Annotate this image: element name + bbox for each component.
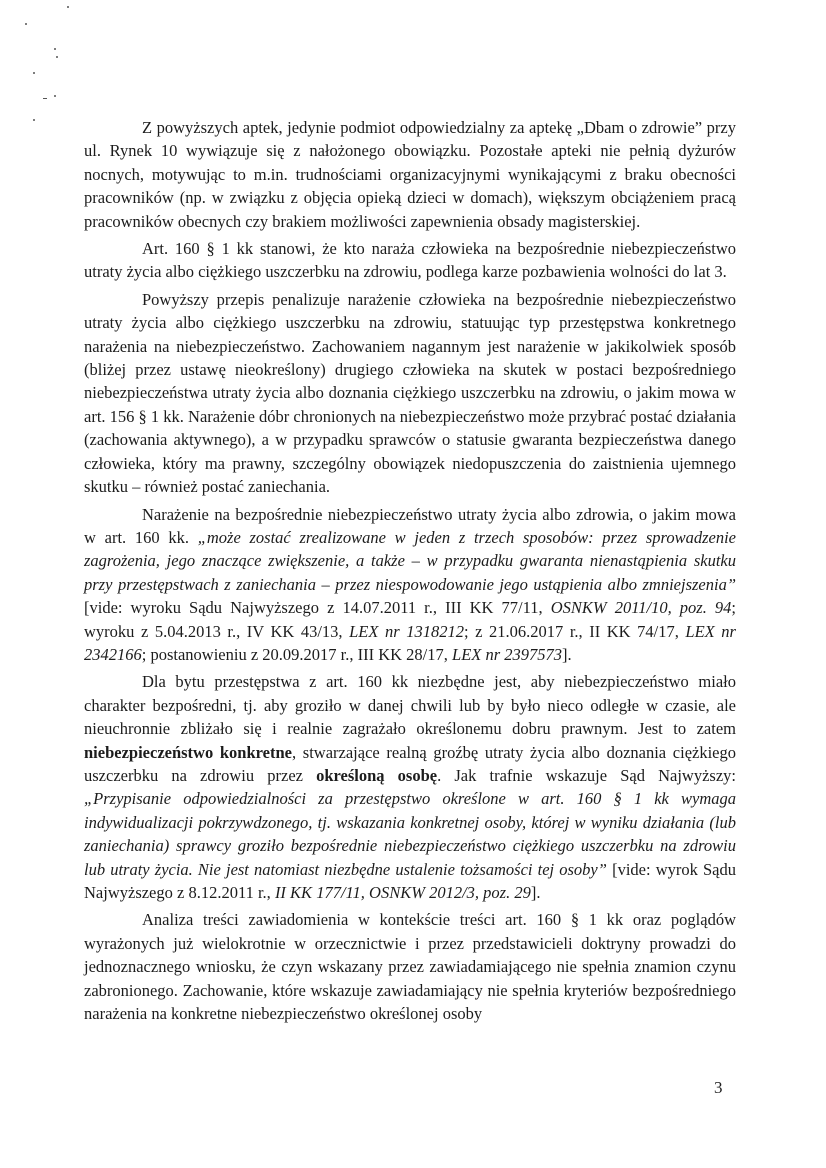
paragraph xyxy=(84,908,736,1025)
text-run: ; wyroku z 5.04.2013 r., IV KK 43/13, xyxy=(84,598,736,641)
scan-speck xyxy=(54,95,56,97)
italic-citation: OSNKW 2011/10, poz. 94 xyxy=(550,598,732,618)
scan-speck xyxy=(25,23,27,25)
scan-speck xyxy=(67,6,69,8)
paragraph xyxy=(84,670,736,904)
text-run: ]. xyxy=(530,883,541,902)
text-run: ]. xyxy=(562,644,572,664)
text-run: , stwarzające realną groźbę utraty życia albo doznania ciężkiego uszczerbku na zdrowiu przez xyxy=(84,742,737,785)
bold-emphasis: określoną osobę xyxy=(316,765,438,785)
scan-speck xyxy=(43,98,47,99)
paragraph xyxy=(84,503,736,667)
italic-citation: LEX nr 2342166 xyxy=(84,621,736,664)
text-run: Powyższy przepis penalizuje narażenie człowieka na bezpośrednie niebezpieczeństwo utraty życia albo ciężkiego uszczerbku na zdrowiu, statuując typ przestępstwa konkretnego narażenia na niebezpieczeństwo. Zachowaniem nagannym jest narażenie w jakikolwiek sposób (bliżej przez ustawę nieokreślony) drugiego człowieka na skutek w postaci bezpośredniego niebezpieczeństwa utraty życia albo doznania ciężkiego uszczerbku na zdrowiu, o jakim mowa w art. 156 § 1 kk. Narażenie dóbr chronionych na niebezpieczeństwo może przybrać postać działania (zachowania aktywnego), a w przypadku sprawców o statusie gwaranta bezpieczeństwa danego człowieka, który ma prawny, szczególny obowiązek niedopuszczenia do zaistnienia ujemnego skutku – również postać zaniechania. xyxy=(84,289,736,497)
scan-speck xyxy=(33,119,35,121)
text-run: Narażenie na bezpośrednie niebezpieczeństwo utraty życia albo zdrowia, o jakim mowa w art. 160 kk. xyxy=(84,504,736,547)
scan-speck xyxy=(54,48,56,50)
text-run: Analiza treści zawiadomienia w kontekście treści art. 160 § 1 kk oraz poglądów wyrażonych już wielokrotnie w orzecznictwie i przez przedstawicieli doktryny prowadzi do jednoznacznego wniosku, że czyn wskazany przez zawiadamiającego nie spełnia znamion czynu zabronionego. Zachowanie, które wskazuje zawiadamiający nie spełnia kryteriów bezpośredniego narażenia na konkretne niebezpieczeństwo określonej osoby xyxy=(84,910,736,1024)
paragraph xyxy=(84,237,736,284)
text-run: ; z 21.06.2017 r., II KK 74/17, xyxy=(464,621,686,641)
italic-citation: „może zostać zrealizowane w jeden z trzech sposobów: przez sprowadzenie zagrożenia, jego znaczące zwiększenie, a także – w przypadku gwaranta nienastąpienia skutku przy przestępstwach z zaniechania – przez niespowodowanie jego ustąpienia albo zmniejszenia” xyxy=(84,527,736,594)
text-run: Dla bytu przestępstwa z art. 160 kk niezbędne jest, aby niebezpieczeństwo miało charakter bezpośredni, tj. aby groziło w danej chwili lub by było nieco odległe w czasie, ale nieuchronnie zbliżało się i realnie zagrażało określonemu dobru prawnym. Jest to zatem xyxy=(84,672,736,739)
scan-speck xyxy=(56,56,58,58)
italic-citation: LEX nr 1318212 xyxy=(349,621,464,641)
italic-citation: „Przypisanie odpowiedzialności za przestępstwo określone w art. 160 § 1 kk wymaga indywidualizacji pokrzywdzonego, tj. wskazania konkretnej osoby, której w wyniku działania (lub zaniechania) sprawcy groziło bezpośrednie niebezpieczeństwo ciężkiego uszczerbku na zdrowiu lub utraty życia. Nie jest natomiast niezbędne ustalenie tożsamości tej osoby” xyxy=(84,789,736,879)
document-body xyxy=(84,116,736,1025)
text-run: Art. 160 § 1 kk stanowi, że kto naraża człowieka na bezpośrednie niebezpieczeństwo utraty życia albo ciężkiego uszczerbku na zdrowiu, podlega karze pozbawienia wolności do lat 3. xyxy=(84,239,736,282)
text-run: . Jak trafnie wskazuje Sąd Najwyższy: xyxy=(437,765,736,785)
text-run: Z powyższych aptek, jedynie podmiot odpowiedzialny za aptekę „Dbam o zdrowie” przy ul. Rynek 10 wywiązuje się z nałożonego obowiązku. Pozostałe apteki nie pełnią dyżurów nocnych, motywując to m.in. trudnościami organizacyjnymi wynikającymi z braku obecności pracowników (np. w związku z objęcia opieką dzieci w domach), większym obciążeniem pracą pracowników obecnych czy brakiem możliwości zapewnienia obsady magisterskiej. xyxy=(84,118,736,231)
text-run: ; postanowieniu z 20.09.2017 r., III KK 28/17, xyxy=(141,644,453,664)
page-number: 3 xyxy=(714,1078,723,1097)
text-run: [vide: wyrok Sądu Najwyższego z 8.12.2011 r., xyxy=(84,859,736,902)
paragraph xyxy=(84,116,736,233)
paragraph xyxy=(84,288,736,499)
italic-citation: II KK 177/11, OSNKW 2012/3, poz. 29 xyxy=(274,883,531,902)
scan-speck xyxy=(33,72,35,74)
bold-emphasis: niebezpieczeństwo konkretne xyxy=(84,742,293,762)
italic-citation: LEX nr 2397573 xyxy=(452,644,563,664)
text-run: [vide: wyroku Sądu Najwyższego z 14.07.2011 r., III KK 77/11, xyxy=(84,598,551,618)
